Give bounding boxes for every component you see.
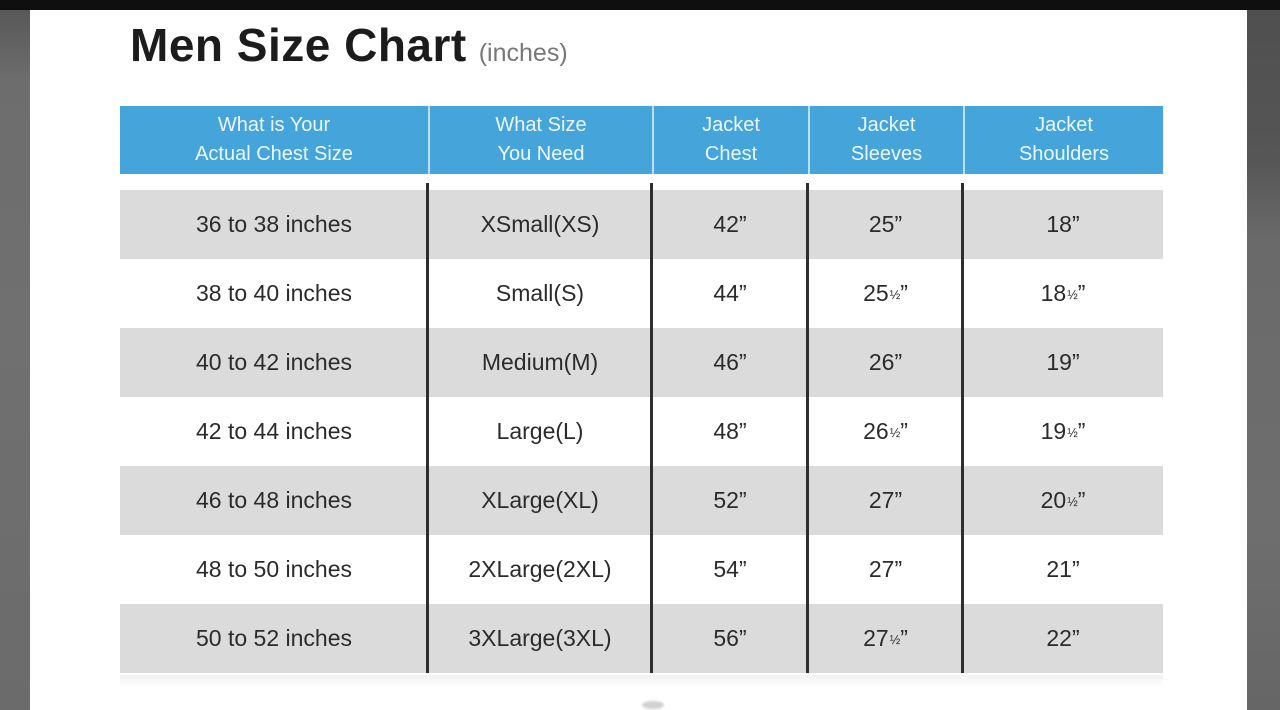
table-cell-jacket-shoulders: 19 ½ ” bbox=[1040, 418, 1086, 444]
table-cell-jacket-chest: 42” bbox=[713, 211, 747, 237]
header-cell-size-needed bbox=[428, 106, 652, 174]
header-label-line1: Jacket bbox=[857, 114, 916, 136]
table-cell-size-needed: XSmall(XS) bbox=[480, 211, 600, 237]
header-label-line1: What Size bbox=[495, 114, 587, 136]
table-body bbox=[120, 190, 1163, 673]
table-bottom-shadow bbox=[120, 675, 1163, 687]
table-cell-jacket-shoulders: 18” bbox=[1046, 211, 1080, 237]
table-cell-size-needed: Small(S) bbox=[495, 280, 585, 306]
page-title-text: Men Size Chart bbox=[130, 19, 467, 71]
table-row bbox=[120, 328, 1163, 397]
table-header-row bbox=[120, 106, 1163, 174]
header-cell-jacket-shoulders bbox=[963, 106, 1163, 174]
table-cell-chest-range: 38 to 40 inches bbox=[195, 280, 352, 306]
table-cell-jacket-chest: 54” bbox=[713, 556, 747, 582]
header-label-line2: Shoulders bbox=[1018, 143, 1110, 165]
header-cell-jacket-chest bbox=[652, 106, 808, 174]
table-row bbox=[120, 604, 1163, 673]
table-cell-chest-range: 48 to 50 inches bbox=[195, 556, 352, 582]
table-cell-jacket-sleeves: 27 ½ ” bbox=[863, 625, 908, 651]
letterbox-top-bar bbox=[0, 0, 1280, 10]
header-label-line1: Jacket bbox=[702, 114, 760, 136]
header-cell-jacket-sleeves bbox=[808, 106, 963, 174]
table-cell-jacket-sleeves: 25” bbox=[868, 211, 903, 237]
size-chart-table bbox=[120, 106, 1163, 673]
header-label-line1: What is Your bbox=[217, 114, 331, 136]
table-cell-size-needed: 3XLarge(3XL) bbox=[468, 625, 612, 651]
table-row bbox=[120, 466, 1163, 535]
table-cell-jacket-shoulders: 22” bbox=[1046, 625, 1080, 651]
header-label-line1: Jacket bbox=[1035, 114, 1093, 136]
table-cell-jacket-sleeves: 27” bbox=[868, 487, 903, 513]
table-cell-chest-range: 50 to 52 inches bbox=[195, 625, 352, 651]
table-cell-size-needed: Large(L) bbox=[496, 418, 584, 444]
table-cell-jacket-sleeves: 26 ½ ” bbox=[863, 418, 908, 444]
table-cell-jacket-sleeves: 25 ½ ” bbox=[863, 280, 908, 306]
table-row bbox=[120, 259, 1163, 328]
table-cell-chest-range: 40 to 42 inches bbox=[195, 349, 352, 375]
table-cell-jacket-chest: 52” bbox=[713, 487, 747, 513]
page-title bbox=[130, 18, 568, 72]
table-cell-jacket-shoulders: 20 ½ ” bbox=[1040, 487, 1086, 513]
table-cell-jacket-shoulders: 18 ½ ” bbox=[1040, 280, 1086, 306]
letterbox-right-strip bbox=[1247, 10, 1280, 710]
table-cell-jacket-chest: 48” bbox=[713, 418, 747, 444]
table-cell-jacket-sleeves: 27” bbox=[868, 556, 903, 582]
table-cell-jacket-shoulders: 19” bbox=[1046, 349, 1080, 375]
column-divider-line bbox=[806, 183, 809, 673]
column-divider-line bbox=[961, 183, 964, 673]
table-cell-jacket-sleeves: 26” bbox=[868, 349, 903, 375]
table-row bbox=[120, 190, 1163, 259]
letterbox-left-strip bbox=[0, 10, 30, 710]
table-row bbox=[120, 397, 1163, 466]
table-cell-jacket-shoulders: 21” bbox=[1046, 556, 1080, 582]
table-cell-chest-range: 46 to 48 inches bbox=[195, 487, 352, 513]
header-cell-chest-size bbox=[120, 106, 428, 174]
column-divider-line bbox=[650, 183, 653, 673]
table-cell-chest-range: 36 to 38 inches bbox=[195, 211, 352, 237]
table-cell-size-needed: Medium(M) bbox=[481, 349, 599, 375]
page-title-unit-label: (inches) bbox=[478, 39, 568, 67]
table-row bbox=[120, 535, 1163, 604]
bottom-smudge-mark bbox=[642, 701, 664, 709]
header-label-line2: You Need bbox=[497, 143, 585, 165]
table-cell-jacket-chest: 56” bbox=[713, 625, 747, 651]
header-label-line2: Sleeves bbox=[850, 143, 923, 165]
table-cell-size-needed: 2XLarge(2XL) bbox=[468, 556, 612, 582]
table-cell-jacket-chest: 46” bbox=[713, 349, 747, 375]
header-label-line2: Chest bbox=[704, 143, 758, 165]
table-cell-size-needed: XLarge(XL) bbox=[481, 487, 599, 513]
table-cell-chest-range: 42 to 44 inches bbox=[195, 418, 352, 444]
table-cell-jacket-chest: 44” bbox=[713, 280, 747, 306]
column-divider-line bbox=[426, 183, 429, 673]
header-label-line2: Actual Chest Size bbox=[195, 143, 353, 165]
